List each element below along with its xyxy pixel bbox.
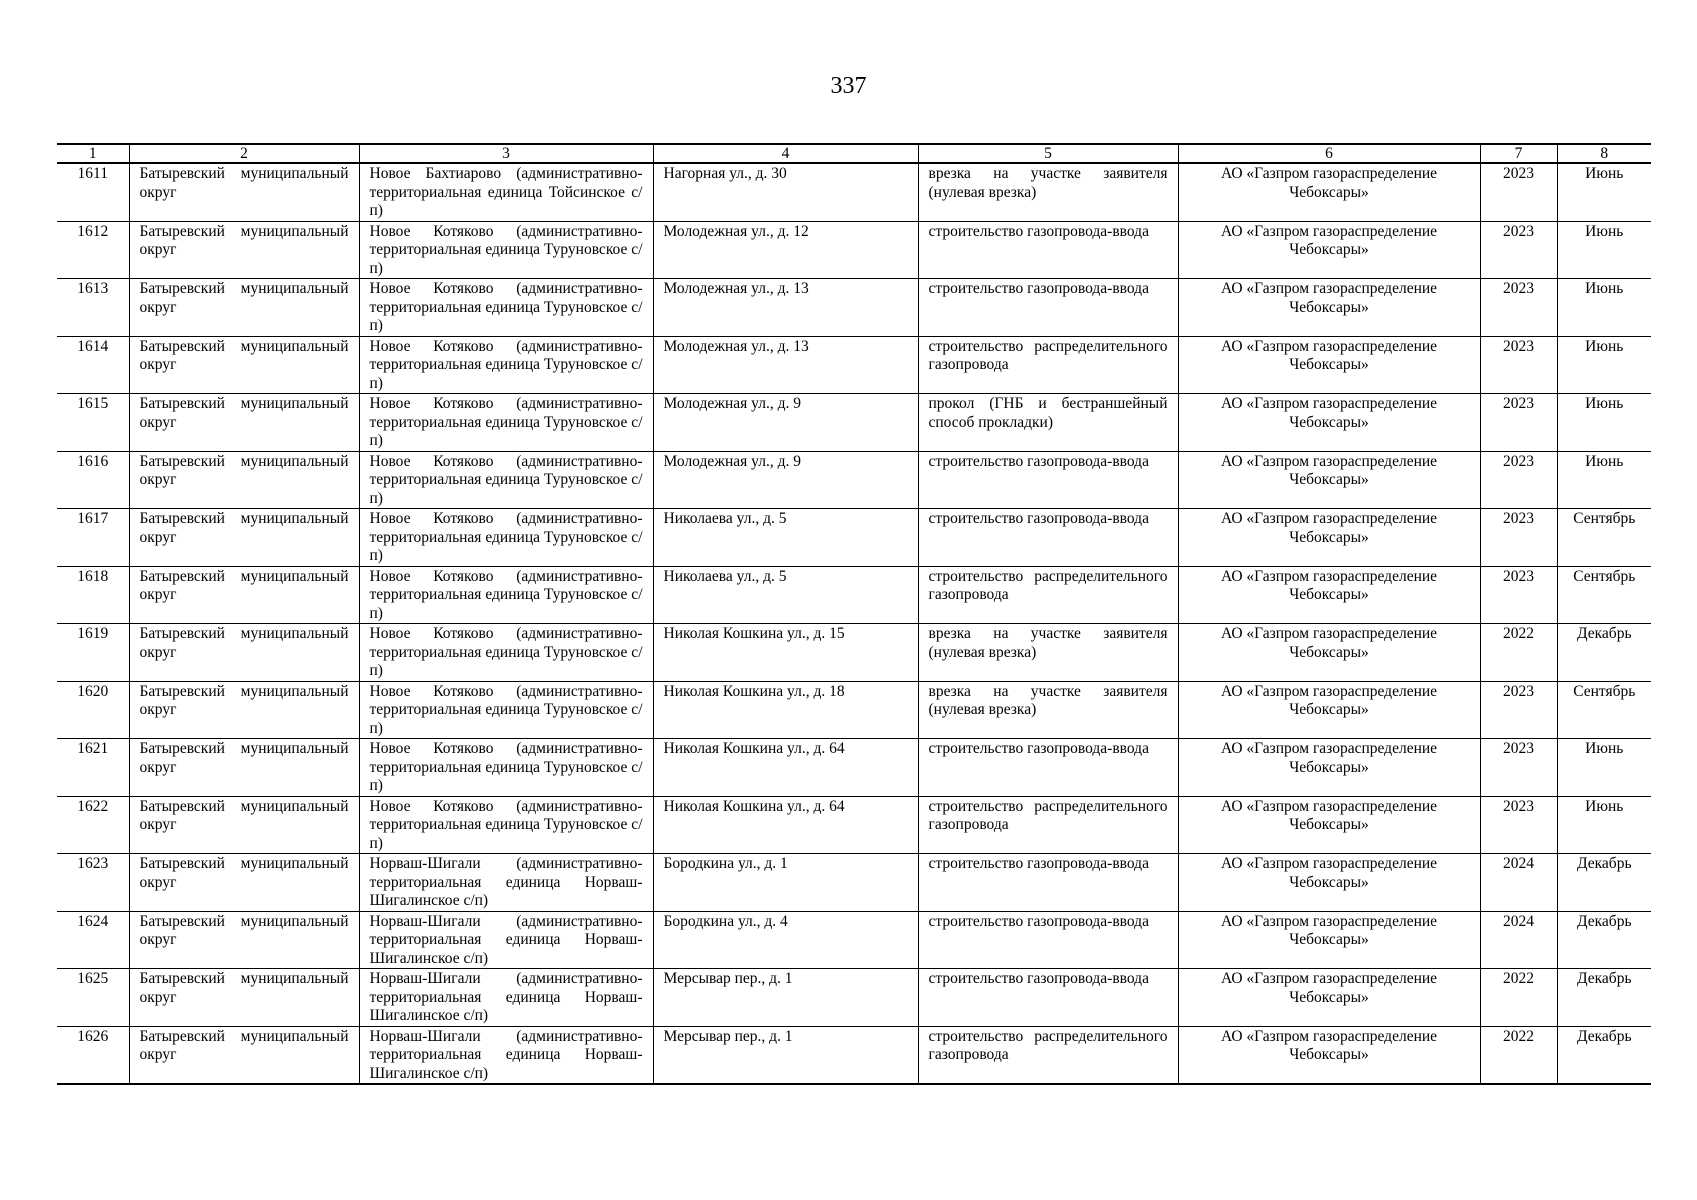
address-cell: Бородкина ул., д. 4 <box>653 911 918 969</box>
address-cell: Николая Кошкина ул., д. 18 <box>653 681 918 739</box>
year-cell: 2023 <box>1480 796 1557 854</box>
row-number-cell: 1625 <box>57 969 129 1027</box>
gas-registry-table <box>57 143 1651 1085</box>
table-row <box>57 394 1651 452</box>
table-row <box>57 854 1651 912</box>
year-cell: 2022 <box>1480 1026 1557 1084</box>
table-row <box>57 624 1651 682</box>
district-cell: Батыревский муниципальный округ <box>129 1026 359 1084</box>
work-type-cell: строительство газопровода-ввода <box>918 911 1178 969</box>
table-row <box>57 451 1651 509</box>
row-number-cell: 1619 <box>57 624 129 682</box>
settlement-cell: Новое Котяково (административно-территориальная единица Туруновское с/п) <box>359 336 653 394</box>
organization-cell: АО «Газпром газораспределение Чебоксары» <box>1178 163 1480 221</box>
organization-cell: АО «Газпром газораспределение Чебоксары» <box>1178 969 1480 1027</box>
settlement-cell: Новое Котяково (административно-территориальная единица Туруновское с/п) <box>359 509 653 567</box>
row-number-cell: 1622 <box>57 796 129 854</box>
address-cell: Молодежная ул., д. 12 <box>653 221 918 279</box>
month-cell: Июнь <box>1557 451 1651 509</box>
column-number-row <box>57 144 1651 163</box>
organization-cell: АО «Газпром газораспределение Чебоксары» <box>1178 509 1480 567</box>
work-type-cell: строительство газопровода-ввода <box>918 854 1178 912</box>
district-cell: Батыревский муниципальный округ <box>129 739 359 797</box>
settlement-cell: Новое Котяково (административно-территориальная единица Туруновское с/п) <box>359 739 653 797</box>
table-row <box>57 911 1651 969</box>
year-cell: 2023 <box>1480 739 1557 797</box>
year-cell: 2023 <box>1480 681 1557 739</box>
address-cell: Бородкина ул., д. 1 <box>653 854 918 912</box>
work-type-cell: строительство распределительного газопровода <box>918 796 1178 854</box>
month-cell: Сентябрь <box>1557 681 1651 739</box>
column-header: 7 <box>1480 144 1557 163</box>
work-type-cell: строительство газопровода-ввода <box>918 509 1178 567</box>
settlement-cell: Норваш-Шигали (административно-территориальная единица Норваш-Шигалинское с/п) <box>359 969 653 1027</box>
year-cell: 2023 <box>1480 221 1557 279</box>
address-cell: Мерсывар пер., д. 1 <box>653 969 918 1027</box>
organization-cell: АО «Газпром газораспределение Чебоксары» <box>1178 796 1480 854</box>
settlement-cell: Новое Котяково (административно-территориальная единица Туруновское с/п) <box>359 451 653 509</box>
settlement-cell: Новое Бахтиарово (административно-территориальная единица Тойсинское с/п) <box>359 163 653 221</box>
table-row <box>57 796 1651 854</box>
address-cell: Николаева ул., д. 5 <box>653 509 918 567</box>
district-cell: Батыревский муниципальный округ <box>129 854 359 912</box>
row-number-cell: 1617 <box>57 509 129 567</box>
work-type-cell: строительство газопровода-ввода <box>918 969 1178 1027</box>
row-number-cell: 1612 <box>57 221 129 279</box>
column-header: 3 <box>359 144 653 163</box>
row-number-cell: 1618 <box>57 566 129 624</box>
column-header: 2 <box>129 144 359 163</box>
year-cell: 2023 <box>1480 394 1557 452</box>
district-cell: Батыревский муниципальный округ <box>129 624 359 682</box>
table-row <box>57 566 1651 624</box>
organization-cell: АО «Газпром газораспределение Чебоксары» <box>1178 911 1480 969</box>
row-number-cell: 1614 <box>57 336 129 394</box>
settlement-cell: Новое Котяково (административно-территориальная единица Туруновское с/п) <box>359 394 653 452</box>
district-cell: Батыревский муниципальный округ <box>129 969 359 1027</box>
month-cell: Июнь <box>1557 279 1651 337</box>
work-type-cell: строительство газопровода-ввода <box>918 451 1178 509</box>
work-type-cell: врезка на участке заявителя (нулевая врезка) <box>918 624 1178 682</box>
work-type-cell: врезка на участке заявителя (нулевая врезка) <box>918 163 1178 221</box>
month-cell: Декабрь <box>1557 854 1651 912</box>
row-number-cell: 1623 <box>57 854 129 912</box>
address-cell: Молодежная ул., д. 13 <box>653 279 918 337</box>
row-number-cell: 1624 <box>57 911 129 969</box>
organization-cell: АО «Газпром газораспределение Чебоксары» <box>1178 854 1480 912</box>
column-header: 6 <box>1178 144 1480 163</box>
month-cell: Декабрь <box>1557 624 1651 682</box>
table-row <box>57 509 1651 567</box>
work-type-cell: строительство газопровода-ввода <box>918 221 1178 279</box>
work-type-cell: строительство распределительного газопровода <box>918 1026 1178 1084</box>
district-cell: Батыревский муниципальный округ <box>129 279 359 337</box>
organization-cell: АО «Газпром газораспределение Чебоксары» <box>1178 681 1480 739</box>
year-cell: 2023 <box>1480 163 1557 221</box>
district-cell: Батыревский муниципальный округ <box>129 394 359 452</box>
year-cell: 2023 <box>1480 566 1557 624</box>
district-cell: Батыревский муниципальный округ <box>129 911 359 969</box>
column-header: 4 <box>653 144 918 163</box>
settlement-cell: Новое Котяково (административно-территориальная единица Туруновское с/п) <box>359 221 653 279</box>
month-cell: Июнь <box>1557 796 1651 854</box>
column-header: 8 <box>1557 144 1651 163</box>
settlement-cell: Новое Котяково (административно-территориальная единица Туруновское с/п) <box>359 566 653 624</box>
table-row <box>57 681 1651 739</box>
district-cell: Батыревский муниципальный округ <box>129 336 359 394</box>
column-header: 1 <box>57 144 129 163</box>
address-cell: Николаева ул., д. 5 <box>653 566 918 624</box>
settlement-cell: Новое Котяково (административно-территориальная единица Туруновское с/п) <box>359 796 653 854</box>
work-type-cell: строительство распределительного газопровода <box>918 336 1178 394</box>
year-cell: 2024 <box>1480 854 1557 912</box>
month-cell: Июнь <box>1557 163 1651 221</box>
table-row <box>57 969 1651 1027</box>
organization-cell: АО «Газпром газораспределение Чебоксары» <box>1178 221 1480 279</box>
district-cell: Батыревский муниципальный округ <box>129 566 359 624</box>
organization-cell: АО «Газпром газораспределение Чебоксары» <box>1178 279 1480 337</box>
row-number-cell: 1626 <box>57 1026 129 1084</box>
district-cell: Батыревский муниципальный округ <box>129 681 359 739</box>
settlement-cell: Норваш-Шигали (административно-территориальная единица Норваш-Шигалинское с/п) <box>359 911 653 969</box>
month-cell: Сентябрь <box>1557 509 1651 567</box>
row-number-cell: 1613 <box>57 279 129 337</box>
month-cell: Декабрь <box>1557 911 1651 969</box>
organization-cell: АО «Газпром газораспределение Чебоксары» <box>1178 451 1480 509</box>
month-cell: Декабрь <box>1557 969 1651 1027</box>
organization-cell: АО «Газпром газораспределение Чебоксары» <box>1178 739 1480 797</box>
address-cell: Молодежная ул., д. 9 <box>653 451 918 509</box>
settlement-cell: Новое Котяково (административно-территориальная единица Туруновское с/п) <box>359 681 653 739</box>
organization-cell: АО «Газпром газораспределение Чебоксары» <box>1178 1026 1480 1084</box>
year-cell: 2023 <box>1480 336 1557 394</box>
district-cell: Батыревский муниципальный округ <box>129 451 359 509</box>
address-cell: Николая Кошкина ул., д. 64 <box>653 739 918 797</box>
year-cell: 2022 <box>1480 969 1557 1027</box>
year-cell: 2024 <box>1480 911 1557 969</box>
work-type-cell: врезка на участке заявителя (нулевая врезка) <box>918 681 1178 739</box>
month-cell: Июнь <box>1557 336 1651 394</box>
row-number-cell: 1620 <box>57 681 129 739</box>
district-cell: Батыревский муниципальный округ <box>129 796 359 854</box>
year-cell: 2023 <box>1480 451 1557 509</box>
table-row <box>57 739 1651 797</box>
address-cell: Николая Кошкина ул., д. 64 <box>653 796 918 854</box>
work-type-cell: строительство распределительного газопровода <box>918 566 1178 624</box>
month-cell: Июнь <box>1557 394 1651 452</box>
settlement-cell: Новое Котяково (административно-территориальная единица Туруновское с/п) <box>359 624 653 682</box>
district-cell: Батыревский муниципальный округ <box>129 509 359 567</box>
table-row <box>57 163 1651 221</box>
district-cell: Батыревский муниципальный округ <box>129 221 359 279</box>
table-row <box>57 1026 1651 1084</box>
page-number: 337 <box>830 73 867 99</box>
district-cell: Батыревский муниципальный округ <box>129 163 359 221</box>
organization-cell: АО «Газпром газораспределение Чебоксары» <box>1178 336 1480 394</box>
address-cell: Николая Кошкина ул., д. 15 <box>653 624 918 682</box>
row-number-cell: 1611 <box>57 163 129 221</box>
year-cell: 2023 <box>1480 509 1557 567</box>
month-cell: Сентябрь <box>1557 566 1651 624</box>
month-cell: Июнь <box>1557 739 1651 797</box>
table-row <box>57 336 1651 394</box>
month-cell: Июнь <box>1557 221 1651 279</box>
table-row <box>57 221 1651 279</box>
settlement-cell: Норваш-Шигали (административно-территориальная единица Норваш-Шигалинское с/п) <box>359 854 653 912</box>
address-cell: Молодежная ул., д. 13 <box>653 336 918 394</box>
organization-cell: АО «Газпром газораспределение Чебоксары» <box>1178 624 1480 682</box>
address-cell: Молодежная ул., д. 9 <box>653 394 918 452</box>
organization-cell: АО «Газпром газораспределение Чебоксары» <box>1178 394 1480 452</box>
work-type-cell: строительство газопровода-ввода <box>918 739 1178 797</box>
year-cell: 2023 <box>1480 279 1557 337</box>
address-cell: Нагорная ул., д. 30 <box>653 163 918 221</box>
column-header: 5 <box>918 144 1178 163</box>
table-row <box>57 279 1651 337</box>
row-number-cell: 1615 <box>57 394 129 452</box>
address-cell: Мерсывар пер., д. 1 <box>653 1026 918 1084</box>
settlement-cell: Новое Котяково (административно-территориальная единица Туруновское с/п) <box>359 279 653 337</box>
work-type-cell: прокол (ГНБ и бестраншейный способ прокладки) <box>918 394 1178 452</box>
settlement-cell: Норваш-Шигали (административно-территориальная единица Норваш-Шигалинское с/п) <box>359 1026 653 1084</box>
year-cell: 2022 <box>1480 624 1557 682</box>
row-number-cell: 1616 <box>57 451 129 509</box>
organization-cell: АО «Газпром газораспределение Чебоксары» <box>1178 566 1480 624</box>
work-type-cell: строительство газопровода-ввода <box>918 279 1178 337</box>
row-number-cell: 1621 <box>57 739 129 797</box>
month-cell: Декабрь <box>1557 1026 1651 1084</box>
